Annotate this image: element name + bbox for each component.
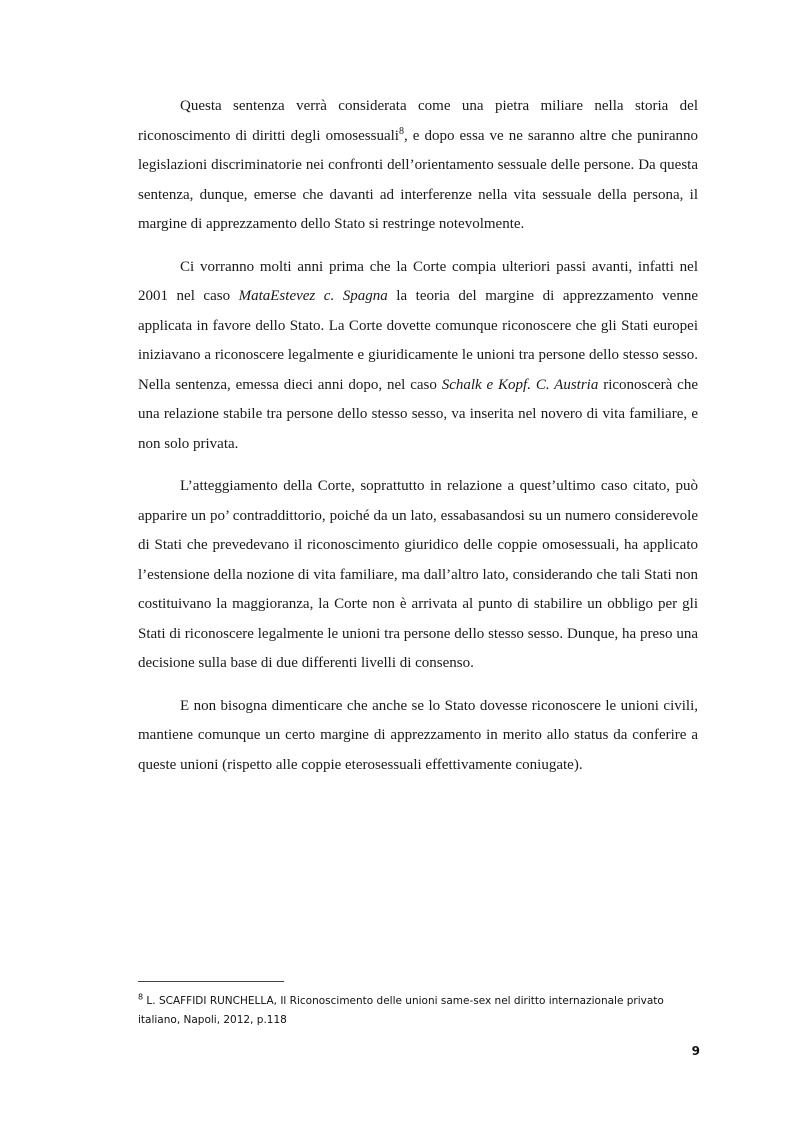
page-number: 9 [691,1044,700,1058]
paragraph-text: riconoscerà che una relazione stabile tra persone dello stesso sesso, va inserita nel novero di vita familiare, e non solo privata. [138,376,698,452]
paragraph-text: Questa sentenza verrà considerata come una pietra miliare nella storia del riconoscimento di diritti degli omosessuali [138,98,698,144]
paragraph-4: E non bisogna dimenticare che anche se lo Stato dovesse riconoscere le unioni civili, mantiene comunque un certo margine di apprezzamento in merito allo status da conferire a queste unioni (rispetto alle coppie eterosessuali effettivamente coniugate). [138,697,698,773]
paragraph-2 [138,253,698,460]
body-text [138,92,698,793]
case-name: MataEstevez c. Spagna [238,288,388,304]
footnote-separator [138,981,284,982]
paragraph-3: L’atteggiamento della Corte, soprattutto in relazione a quest’ultimo caso citato, può apparire un po’ contraddittorio, poiché da un lato, essabasandosi su un numero considerevole di Stati che prevedevano il riconoscimento giuridico delle coppie omosessuali, ha applicato l’estensione della nozione di vita familiare, ma dall’altro lato, considerando che tali Stati non costituivano la maggioranza, la Corte non è arrivata al punto di stabilire un obbligo per gli Stati di riconoscere legalmente le unioni tra persone dello stesso sesso. Dunque, ha preso una decisione sulla base di due differenti livelli di consenso. [138,478,698,671]
case-name: Schalk e Kopf. C. Austria [441,376,599,393]
paragraph-text: Ci vorranno molti anni prima che la Corte compia ulteriori passi avanti, infatti nel 2001 nel caso [138,258,698,304]
footnote-reference: 8 [398,125,404,137]
paragraph-1 [138,92,698,240]
paragraph-text: , e dopo essa ve ne saranno altre che puniranno legislazioni discriminatorie nei confronti dell’orientamento sessuale delle persone. Da questa sentenza, dunque, emerse che davanti ad interferenze nella vita sessuale della persona, il margine di apprezzamento dello Stato si restringe notevolmente. [138,127,698,232]
footnote-text: L. SCAFFIDI RUNCHELLA, Il Riconoscimento delle unioni same-sex nel diritto internazionale privato italiano, Napoli, 2012, p.118 [138,995,664,1026]
paragraph-text: la teoria del margine di apprezzamento venne applicata in favore dello Stato. La Corte dovette comunque riconoscere che gli Stati europei iniziavano a riconoscere legalmente e giuridicamente le unioni tra persone dello stesso sesso. Nella sentenza, emessa dieci anni dopo, nel caso [138,288,698,393]
footnote-number: 8 [138,992,144,1002]
footnote [138,992,698,1030]
